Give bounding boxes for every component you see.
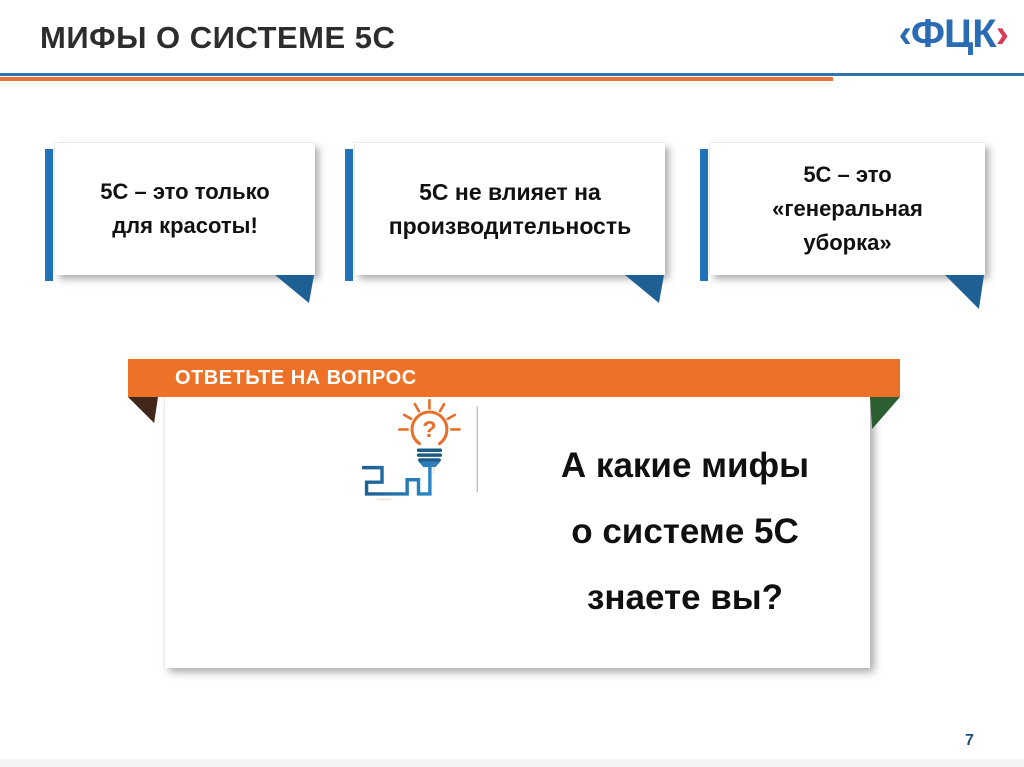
wire-path xyxy=(362,466,430,494)
bulb-socket xyxy=(419,462,441,468)
vertical-divider xyxy=(477,406,478,492)
speech-tail-icon xyxy=(275,275,314,303)
logo-left-bracket-icon: ‹ xyxy=(898,12,911,56)
fck-logo xyxy=(899,12,1008,57)
speech-tail-icon xyxy=(625,275,664,303)
ribbon-fold-left-icon xyxy=(128,397,158,423)
question-banner xyxy=(128,359,900,397)
page-title: МИФЫ О СИСТЕМЕ 5С xyxy=(40,20,396,55)
question-line-3: знаете вы? xyxy=(586,578,784,617)
myth-card-2 xyxy=(355,143,665,275)
myth-card-1-text xyxy=(55,143,315,275)
myth-1-line-2: для красоты! xyxy=(112,213,258,238)
page-number: 7 xyxy=(965,732,974,749)
myth-card-1 xyxy=(55,143,315,275)
header-rule-blue xyxy=(0,73,1024,76)
card-accent-bar xyxy=(45,149,53,281)
bulb-question-mark: ? xyxy=(422,416,437,443)
myth-card-3-text xyxy=(710,143,985,275)
myth-3-line-2: «генеральная xyxy=(772,196,923,221)
myth-2-line-1: 5С не влияет на xyxy=(419,179,601,205)
question-line-2: о системе 5С xyxy=(571,512,799,551)
myth-1-line-1: 5С – это только xyxy=(100,179,270,204)
myth-2-line-2: производительность xyxy=(388,213,632,239)
card-accent-bar xyxy=(345,149,353,281)
bulb-screw-base xyxy=(417,449,442,462)
question-text xyxy=(512,433,858,631)
question-banner-label: ОТВЕТЬТЕ НА ВОПРОС xyxy=(175,366,417,389)
card-accent-bar xyxy=(700,149,708,281)
logo-text: ФЦК xyxy=(910,12,996,56)
bottom-edge-strip xyxy=(0,759,1024,767)
myth-card-2-text xyxy=(355,143,665,275)
speech-tail-icon xyxy=(945,275,984,309)
question-line-1: А какие мифы xyxy=(560,446,810,485)
question-card xyxy=(165,397,870,668)
myth-3-line-1: 5С – это xyxy=(803,162,892,187)
myth-3-line-3: уборка» xyxy=(803,230,892,255)
header-rule-orange xyxy=(0,77,833,81)
myth-card-3 xyxy=(710,143,985,275)
logo-right-bracket-icon: › xyxy=(995,12,1008,56)
ribbon-fold-right-icon xyxy=(870,397,900,429)
